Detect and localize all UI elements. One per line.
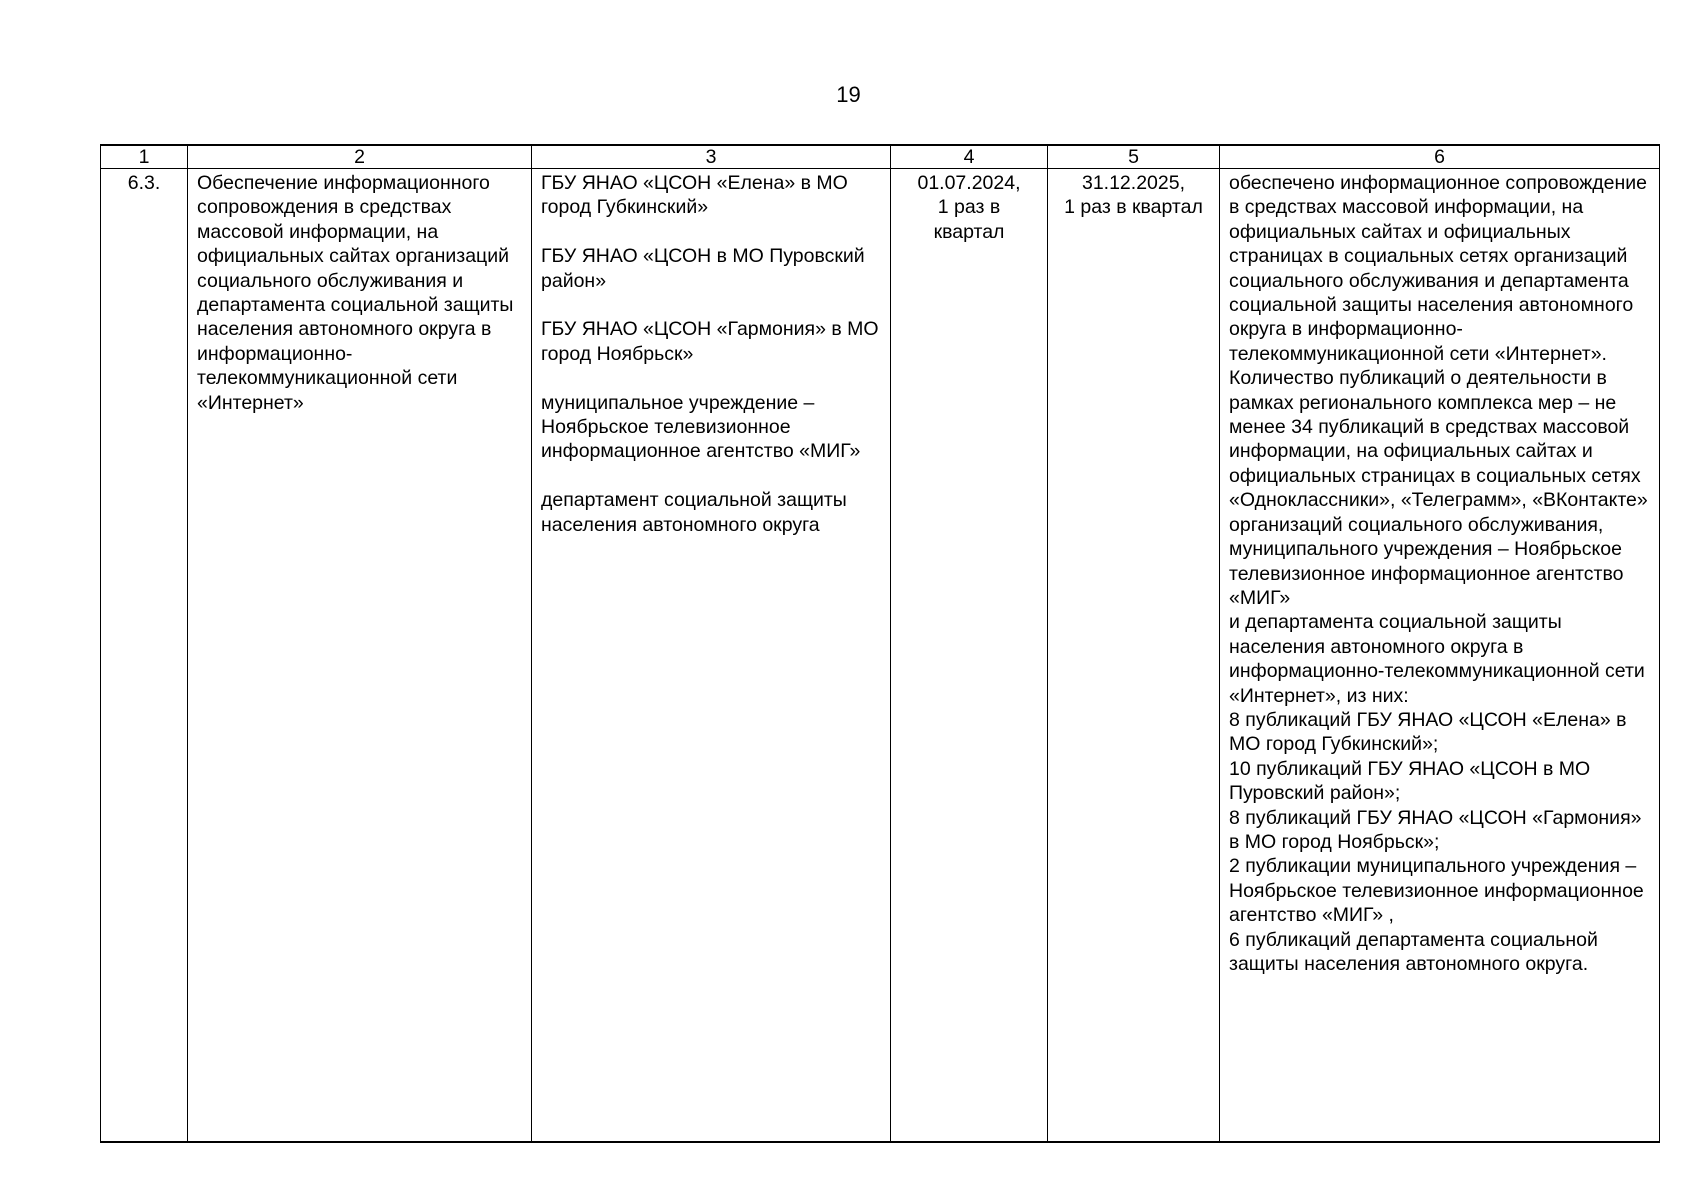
column-header-5: 5: [1048, 145, 1220, 169]
executor-item: муниципальное учреждение – Ноябрьское телевизионное информационное агентство «МИГ»: [541, 391, 861, 463]
end-date-cell: [1048, 169, 1220, 1143]
column-header-6: 6: [1220, 145, 1660, 169]
executors-cell: [532, 169, 891, 1143]
start-date-cell: [891, 169, 1048, 1143]
table-row: [101, 169, 1660, 1143]
result-paragraph: обеспечено информационное сопровождение в средствах массовой информации, на официальных сайтах и официальных страницах в социальных сетях организаций социального обслуживания и департамента социальной защиты населения автономного округа в информационно-телекоммуникационной сети «Интернет».: [1229, 172, 1647, 365]
measure-text: Обеспечение информационного сопровождения в средствах массовой информации, на официальных сайтах организаций социального обслуживания и департамента социальной защиты населения автономного округа в информационно-телекоммуникационной сети «Интернет»: [197, 172, 514, 414]
result-paragraph: Количество публикаций о деятельности в рамках регионального комплекса мер – не менее 34 публикаций в средствах массовой информации, на официальных сайтах и официальных страницах в социальных сетях «Одноклассники», «Телеграмм», «ВКонтакте» организаций социального обслуживания, муниципального учреждения – Ноябрьское телевизионное информационное агентство «МИГ»: [1229, 367, 1648, 609]
executor-item: ГБУ ЯНАО «ЦСОН в МО Пуровский район»: [541, 245, 865, 292]
result-paragraph: 6 публикаций департамента социальной защиты населения автономного округа.: [1229, 928, 1598, 975]
column-header-3: 3: [532, 145, 891, 169]
column-header-4: 4: [891, 145, 1048, 169]
result-paragraph: 8 публикаций ГБУ ЯНАО «ЦСОН «Елена» в МО город Губкинский»;: [1229, 708, 1627, 756]
start-date: 01.07.2024,: [917, 172, 1021, 194]
result-paragraph: 10 публикаций ГБУ ЯНАО «ЦСОН в МО Пуровский район»;: [1229, 757, 1591, 805]
table-header-row: [101, 145, 1660, 169]
result-paragraph: 8 публикаций ГБУ ЯНАО «ЦСОН «Гармония» в МО город Ноябрьск»;: [1229, 806, 1642, 853]
result-paragraph: 2 публикации муниципального учреждения – Ноябрьское телевизионное информационное агентство «МИГ» ,: [1229, 855, 1644, 927]
result-cell: [1220, 169, 1660, 1143]
end-frequency: 1 раз в квартал: [1064, 196, 1203, 219]
start-frequency: 1 раз в квартал: [933, 196, 1005, 243]
measure-cell: [188, 169, 532, 1143]
executor-item: ГБУ ЯНАО «ЦСОН «Елена» в МО город Губкинский»: [541, 172, 848, 219]
executor-item: департамент социальной защиты населения автономного округа: [541, 489, 847, 536]
executor-item: ГБУ ЯНАО «ЦСОН «Гармония» в МО город Ноябрьск»: [541, 318, 879, 365]
measures-table: [100, 144, 1660, 1143]
end-date: 31.12.2025,: [1081, 172, 1185, 194]
page-number: 19: [836, 82, 861, 107]
result-paragraph: и департамента социальной защиты населения автономного округа в информационно-телекоммуникационной сети «Интернет», из них:: [1229, 611, 1645, 707]
column-header-1: 1: [101, 145, 188, 169]
row-number: 6.3.: [101, 169, 188, 1143]
column-header-2: 2: [188, 145, 532, 169]
